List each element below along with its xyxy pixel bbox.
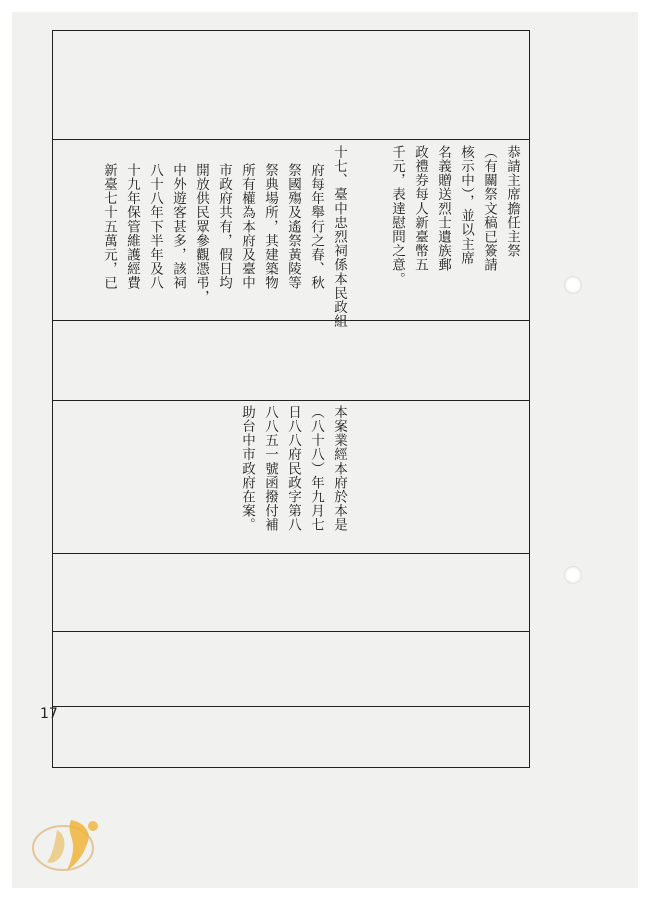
punch-hole <box>564 566 582 584</box>
status-column: 日八八府民政字第八 <box>285 405 301 532</box>
text-column: 新臺七十五萬元，已 <box>101 163 117 290</box>
text-column: 十九年保管維護經費 <box>124 163 140 290</box>
text-column: （有關祭文稿已簽請 <box>481 145 497 272</box>
status-column: 助台中市政府在案。 <box>239 405 255 532</box>
row-divider <box>53 139 529 140</box>
text-column: 祭國殤及遙祭黃陵等 <box>285 163 301 290</box>
text-column: 核示中），並以主席 <box>458 145 474 266</box>
row-divider <box>53 320 529 321</box>
form-table <box>52 30 530 768</box>
punch-hole <box>564 276 582 294</box>
status-column: 八八五一號函撥付補 <box>262 405 278 532</box>
text-column: 名義贈送烈士遺族郵 <box>435 145 451 272</box>
status-column: 本案業經本府於本是 <box>331 405 347 532</box>
row-divider <box>53 400 529 401</box>
text-column: 八十八年下半年及八 <box>147 163 163 290</box>
text-column: 千元，表達慰問之意。 <box>389 145 405 286</box>
text-column: 府每年舉行之春、秋 <box>308 163 324 290</box>
text-column: 市政府共有，假日均 <box>216 163 232 290</box>
text-column: 中外遊客甚多，該祠 <box>170 163 186 290</box>
text-column: 所有權為本府及臺中 <box>239 163 255 290</box>
text-column: 恭請主席擔任主祭 <box>504 145 520 258</box>
text-column: 祭典場所，其建築物 <box>262 163 278 290</box>
archive-watermark-logo <box>27 812 117 874</box>
row-divider <box>53 553 529 554</box>
text-column: 開放供民眾參觀憑弔， <box>193 163 209 304</box>
text-column: 政禮券每人新臺幣五 <box>412 145 428 272</box>
page-number: 17 <box>40 706 58 722</box>
row-divider <box>53 631 529 632</box>
status-column: （八十八）年九月七 <box>308 405 324 532</box>
document-page <box>12 12 638 888</box>
row-divider <box>53 706 529 707</box>
item-heading-column: 十七、臺中忠烈祠係本民政組 <box>331 145 347 329</box>
